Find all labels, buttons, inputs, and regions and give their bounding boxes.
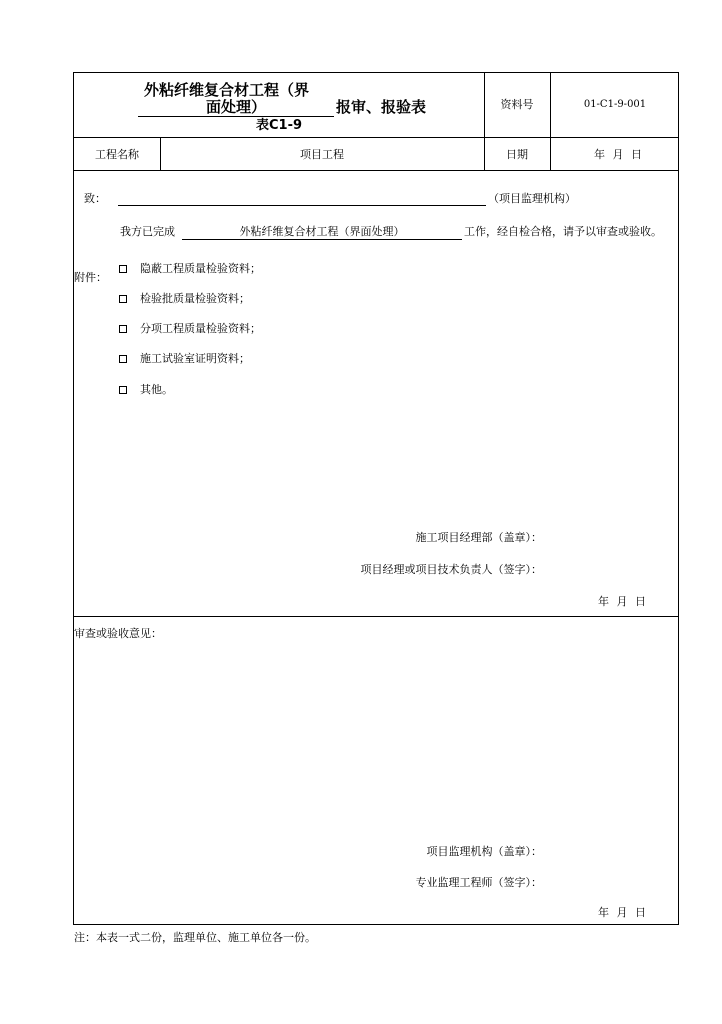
review-divider	[74, 616, 678, 617]
supervision-org-label: 项目监理机构（盖章）：	[426, 845, 542, 858]
date-value: 年 月 日	[594, 148, 642, 161]
attachment-checkbox-4[interactable]	[119, 355, 127, 363]
project-row-divider	[74, 170, 678, 171]
footnote: 注：本表一式二份，监理单位、施工单位各一份。	[74, 931, 316, 944]
form-title-line1: 外粘纤维复合材工程（界	[144, 81, 310, 99]
review-date: 年 月 日	[598, 906, 646, 919]
doc-no-label: 资料号	[500, 98, 534, 111]
form-title-suffix: 报审、报验表	[336, 98, 427, 116]
doc-no-value: 01-C1-9-001	[583, 99, 647, 110]
project-name-label: 工程名称	[95, 148, 139, 161]
attachment-checkbox-1[interactable]	[119, 265, 127, 273]
sentence-prefix: 我方已完成	[120, 225, 175, 238]
form-title-line2: 面处理）	[138, 98, 334, 117]
form-code: 表C1-9	[256, 118, 303, 133]
report-form	[73, 72, 679, 925]
attachment-item-5: 其他。	[140, 383, 173, 396]
engineer-sign-label: 专业监理工程师（签字）：	[415, 876, 542, 889]
attachment-item-4: 施工试验室证明资料；	[140, 352, 250, 365]
date-label: 日期	[506, 148, 528, 161]
attachment-item-2: 检验批质量检验资料；	[140, 292, 250, 305]
contractor-dept-label: 施工项目经理部（盖章）：	[415, 531, 542, 544]
attachments-label: 附件：	[74, 271, 107, 284]
to-org-blank	[118, 205, 486, 206]
header-col-divider-2	[550, 73, 551, 170]
project-name-value: 项目工程	[300, 148, 344, 161]
attachment-checkbox-3[interactable]	[119, 325, 127, 333]
work-name: 外粘纤维复合材工程（界面处理）	[182, 225, 462, 240]
attachment-checkbox-5[interactable]	[119, 386, 127, 394]
attachment-item-1: 隐蔽工程质量检验资料；	[140, 262, 261, 275]
to-label: 致：	[84, 192, 106, 205]
review-opinion-label: 审查或验收意见：	[74, 627, 162, 640]
header-divider	[74, 137, 678, 138]
manager-sign-label: 项目经理或项目技术负责人（签字）：	[360, 563, 542, 576]
sentence-suffix: 工作，经自检合格，请予以审查或验收。	[464, 225, 662, 238]
submission-date: 年 月 日	[598, 595, 646, 608]
attachment-item-3: 分项工程质量检验资料；	[140, 322, 261, 335]
attachment-checkbox-2[interactable]	[119, 295, 127, 303]
to-org-hint: （项目监理机构）	[488, 192, 576, 205]
